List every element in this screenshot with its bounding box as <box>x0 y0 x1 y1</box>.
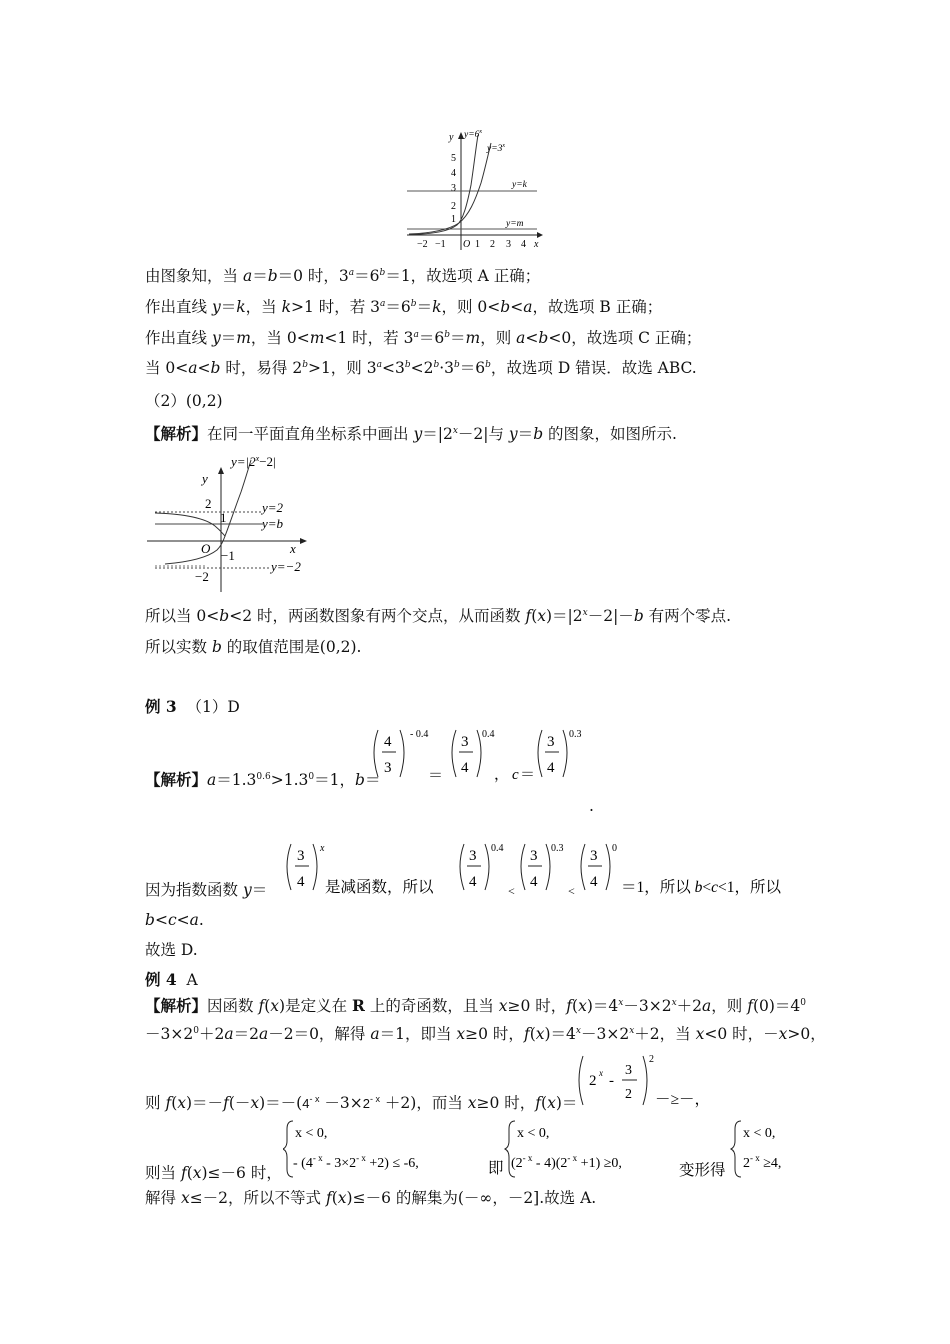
text-line: 所以实数 b 的取值范围是(0,2). <box>145 638 362 656</box>
x-tick-label: 4 <box>521 239 526 250</box>
example-4-heading: 例 4 A <box>145 970 198 989</box>
part2-analysis: 【解析】在同一平面直角坐标系中画出 $y=|2^x-2|$与 y＝b 的图象，如图所示. <box>145 424 677 443</box>
svg-text:x < 0,: x < 0, <box>295 1126 328 1141</box>
tick-m2: −2 <box>195 569 209 584</box>
svg-text:4: 4 <box>384 734 392 750</box>
text-line: 解得 x≤－2，所以不等式 f(x)≤－6 的解集为(－∞，－2].故选 A. <box>145 1189 597 1207</box>
svg-text:- (4- x - 3×2- x +2) ≤ -6,: - $(4^{- x} - 3\times 2^{- x} +2) \le -6$, <box>293 1153 419 1171</box>
lower-curve <box>165 536 225 564</box>
svg-text:x < 0,: x < 0, <box>517 1126 550 1141</box>
part2-answer: （2）(0,2) <box>145 392 223 410</box>
svg-text:4: 4 <box>469 874 477 890</box>
svg-text:变形得: 变形得 <box>679 1162 726 1179</box>
svg-text:0.3: 0.3 <box>569 729 582 740</box>
svg-text:<: < <box>568 884 575 898</box>
svg-text:0.4: 0.4 <box>482 729 495 740</box>
svg-text:c: c <box>512 767 519 783</box>
svg-text:0.3: 0.3 <box>551 843 564 854</box>
curve-6x-label: $y=6^x$ <box>464 129 483 140</box>
text-line: 作出直线 y＝m，当 0<m<1 时，若 $3^a=6^b=m$，则 a<b<0，故选项 C 正确； <box>145 329 702 347</box>
x-axis-label: x <box>534 239 539 250</box>
svg-text:x < 0,: x < 0, <box>743 1126 776 1141</box>
x-tick-label: 2 <box>490 239 495 250</box>
svg-text:2- x ≥4,: $2^{- x} \ge 4$, <box>743 1153 782 1171</box>
ex3-line2-math <box>283 838 803 900</box>
svg-text:<: < <box>508 884 515 898</box>
svg-text:(2- x - 4)(2- x +1) ≥0,: $(2^{- x} - 4)(2^{- x} +1) \ge 0$, <box>511 1153 622 1171</box>
graph-title: $y=|2^x-2|$ <box>231 454 276 469</box>
x-tick-label: 3 <box>506 239 511 250</box>
ex3-fractions <box>370 722 600 792</box>
svg-text:2: 2 <box>649 1054 654 1065</box>
svg-text:＝: ＝ <box>428 768 444 784</box>
svg-text:-: - <box>609 1073 614 1089</box>
x-axis-label: x <box>290 541 296 556</box>
svg-text:4: 4 <box>530 874 538 890</box>
line-y2-label: y=2 <box>262 500 284 515</box>
svg-text:3: 3 <box>297 848 305 864</box>
svg-text:0.4: 0.4 <box>491 843 504 854</box>
ex3-line2: 因为指数函数 y＝ <box>145 881 268 899</box>
x-tick-label: 1 <box>475 239 480 250</box>
svg-text:3: 3 <box>384 760 392 776</box>
svg-text:，: ， <box>494 767 510 783</box>
y-axis-arrow <box>218 467 224 474</box>
line-k-label: y=k <box>512 180 527 190</box>
origin-label: O <box>463 239 471 250</box>
svg-text:2: 2 <box>589 1073 597 1089</box>
text-line: $-3\times 2^0+2a=2a-2=0$，解得 a＝1，即当 x≥0 时，$f(x)=4^x-3\times 2^x+2$，当 x<0 时，－x>0， <box>145 1025 826 1043</box>
svg-text:＝: ＝ <box>520 767 536 783</box>
ex4-systems <box>283 1115 813 1185</box>
text-line: 【解析】因函数 f(x)是定义在 R 上的奇函数，且当 x≥0 时，$f(x)=4^x-3\times 2^x+2a$，则 $f(0)=4^0$ <box>145 996 807 1015</box>
text-line: 由图象知，当 a＝b＝0 时，$3^a=6^b=1$，故选项 A 正确； <box>145 267 541 285</box>
svg-text:- 0.4: - 0.4 <box>410 729 429 740</box>
example-3-heading: 例 3 （1）D <box>145 697 240 716</box>
line-yb-label: y=b <box>262 516 284 531</box>
x-tick-label: −2 <box>417 239 428 250</box>
svg-text:3: 3 <box>530 848 538 864</box>
svg-text:－≥－，: －≥－， <box>655 1091 711 1108</box>
text-line: 当 0<a<b 时，易得 $2^b>1$，则 $3^a<3^b<2^b\cdot 3^b=6^b$，故选项 D 错误．故选 ABC. <box>145 359 697 377</box>
svg-text:3: 3 <box>625 1063 632 1078</box>
svg-text:3: 3 <box>547 734 555 750</box>
ex3-analysis-line1: 【解析】$a=1.3^{0.6}>1.3^0=1$，b＝ <box>145 770 381 789</box>
line-ym2-label: y=−2 <box>271 559 301 574</box>
y-tick-label: 4 <box>451 168 456 179</box>
origin-label: O <box>201 541 211 556</box>
tick-m1: −1 <box>221 548 235 563</box>
svg-text:是减函数，所以: 是减函数，所以 <box>325 879 434 896</box>
svg-text:4: 4 <box>547 760 555 776</box>
text-line: b<c<a. <box>145 911 204 929</box>
y-tick-label: 3 <box>451 183 456 194</box>
svg-text:4: 4 <box>590 874 598 890</box>
svg-text:＝1，所以 b<c<1，所以: ＝1，所以 b<c<1，所以 <box>621 879 782 896</box>
x-tick-label: −1 <box>435 239 446 250</box>
line-m-label: y=m <box>506 219 524 229</box>
svg-text:3: 3 <box>590 848 598 864</box>
svg-text:x: x <box>599 1068 603 1078</box>
svg-text:4: 4 <box>297 874 305 890</box>
tick-1: 1 <box>220 510 227 525</box>
svg-text:0: 0 <box>612 843 617 854</box>
graph-exponential <box>405 125 545 255</box>
svg-text:3: 3 <box>461 734 469 750</box>
text-line: 则 $f(x)=-f(-x)=-(4^{- x} -3\times 2^{- x} +2)$，而当 x≥0 时，f(x)＝ <box>145 1094 578 1112</box>
y-axis-label: y <box>449 132 454 143</box>
svg-text:4: 4 <box>461 760 469 776</box>
curve-3x <box>409 143 491 234</box>
svg-text:2: 2 <box>625 1087 632 1102</box>
ex4-bracket-expr <box>575 1050 715 1112</box>
graph-abs-exponential <box>145 450 325 595</box>
text-line: 则当 f(x)≤－6 时， <box>145 1164 282 1182</box>
text-line: 作出直线 y＝k，当 k>1 时，若 $3^a=6^b=k$，则 0<b<a，故选项 B 正确； <box>145 298 663 316</box>
text-line: 所以当 0<b<2 时，两函数图象有两个交点，从而函数 $f(x)=|2^x-2|-b$ 有两个零点. <box>145 607 732 625</box>
y-tick-label: 1 <box>451 214 456 225</box>
svg-text:3: 3 <box>469 848 477 864</box>
y-tick-label: 5 <box>451 153 456 164</box>
ex3-dot: . <box>589 797 594 815</box>
curve-6x <box>409 135 478 235</box>
x-axis-arrow <box>300 538 307 544</box>
y-axis-label: y <box>202 471 208 486</box>
x-axis-arrow <box>537 232 543 238</box>
text-line: 故选 D. <box>145 941 198 959</box>
tick-2: 2 <box>205 496 212 511</box>
svg-text:x: x <box>320 843 325 854</box>
svg-text:即: 即 <box>488 1160 504 1177</box>
curve-3x-label: $y=3^x$ <box>487 143 506 154</box>
y-tick-label: 2 <box>451 201 456 212</box>
